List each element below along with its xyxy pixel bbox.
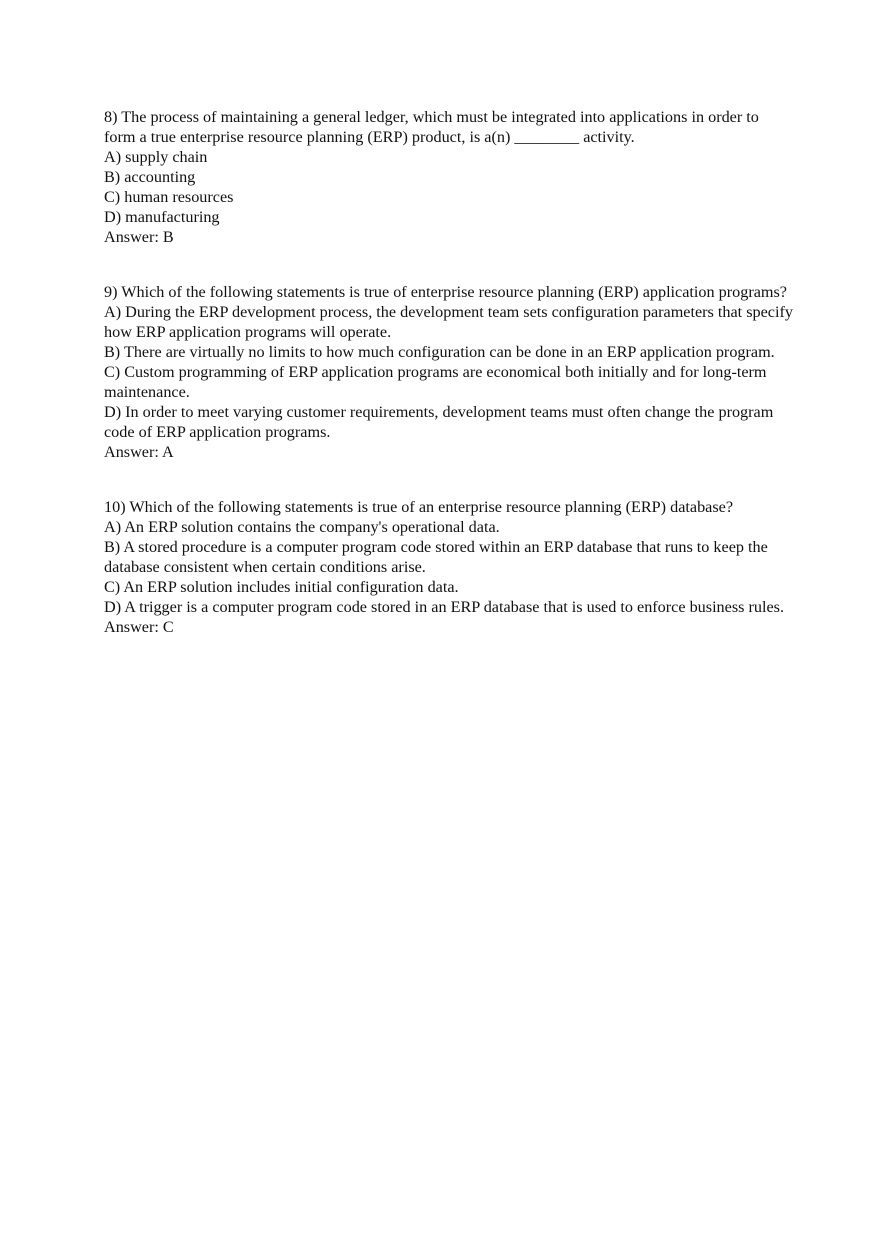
option-a: A) During the ERP development process, the development team sets configuration parameters that specify how ERP application programs will operate. [104,303,793,341]
option-d: D) In order to meet varying customer requirements, development teams must often change the program code of ERP application programs. [104,403,774,441]
option-c: C) human resources [104,188,234,206]
question-stem: 8) The process of maintaining a general ledger, which must be integrated into applications in order to form a true enterprise resource planning (ERP) product, is a(n) ________ activity. [104,108,759,146]
answer-text: Answer: B [104,228,174,246]
question-8 [104,107,794,247]
option-d: D) manufacturing [104,208,220,226]
option-c: C) An ERP solution includes initial configuration data. [104,578,459,596]
option-d: D) A trigger is a computer program code stored in an ERP database that is used to enforce business rules. [104,598,784,616]
option-a: A) An ERP solution contains the company's operational data. [104,518,500,536]
answer-text: Answer: A [104,443,174,461]
option-a: A) supply chain [104,148,208,166]
question-stem: 9) Which of the following statements is true of enterprise resource planning (ERP) application programs? [104,283,787,301]
option-b: B) accounting [104,168,196,186]
question-9 [104,282,794,462]
question-list [104,107,794,637]
option-b: B) There are virtually no limits to how much configuration can be done in an ERP application program. [104,343,775,361]
option-c: C) Custom programming of ERP application programs are economical both initially and for long-term maintenance. [104,363,767,401]
option-b: B) A stored procedure is a computer program code stored within an ERP database that runs to keep the database consistent when certain conditions arise. [104,538,768,576]
answer-text: Answer: C [104,618,174,636]
question-stem: 10) Which of the following statements is true of an enterprise resource planning (ERP) database? [104,498,734,516]
question-10 [104,497,794,637]
